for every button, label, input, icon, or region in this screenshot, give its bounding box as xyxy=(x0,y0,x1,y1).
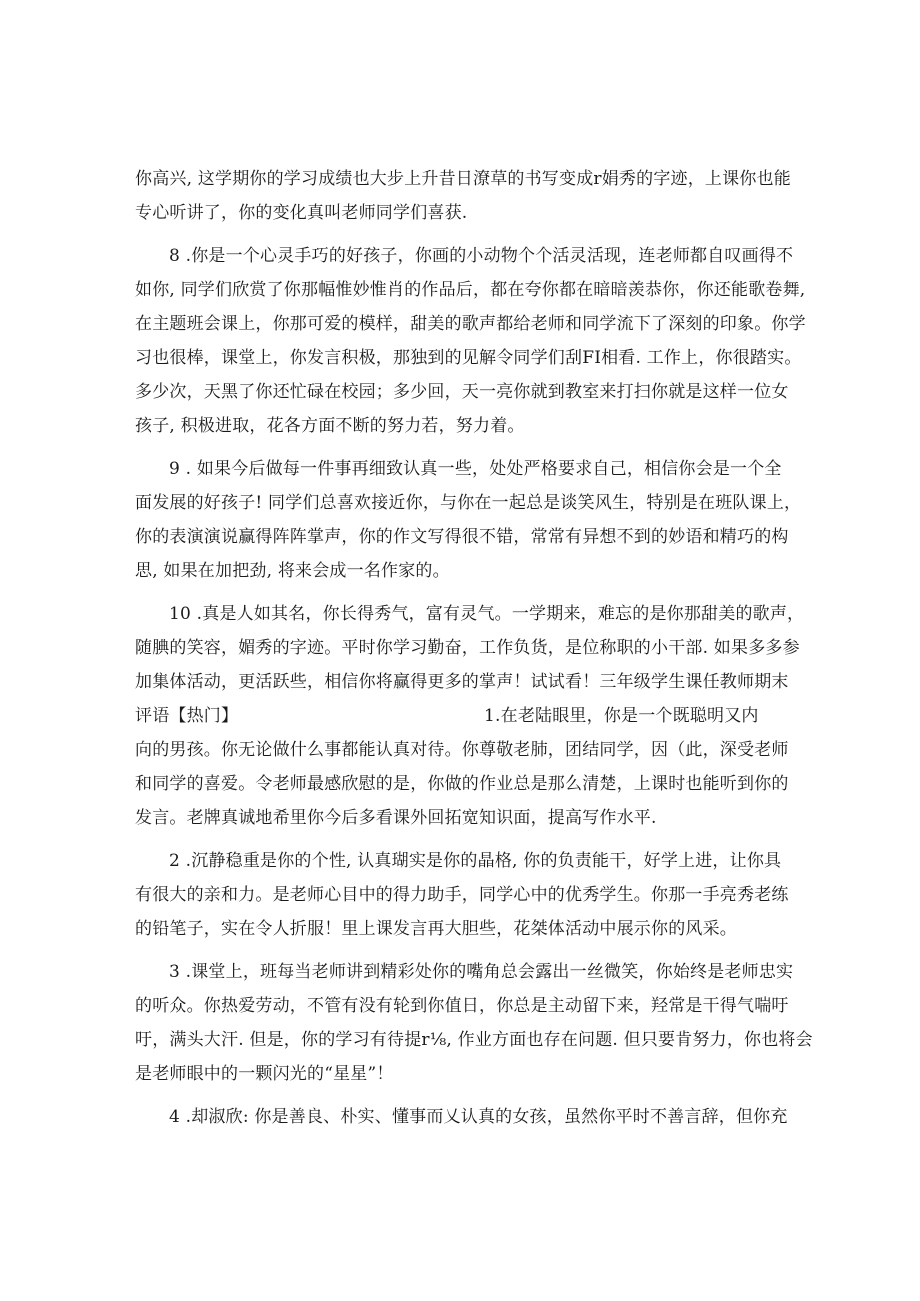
text-line: 9 . 如果今后做每一件事再细致认真一些，处处严格要求自己，相信你会是一个全 xyxy=(169,459,782,479)
text-line: 随腆的笑容，媚秀的字迹。平时你学习勤奋，工作负货，是位称职的小干部. 如果多多参 xyxy=(135,638,800,658)
text-line: 8 .你是一个心灵手巧的好孩子，你画的小动物个个活灵活现，连老师都自叹画得不 xyxy=(169,246,794,266)
section-heading: 评语【热门】 xyxy=(135,706,239,726)
paragraph-8 xyxy=(135,239,806,443)
text-line: 发言。老牌真诚地希里你今后多看课外回拓宽知识面，提高写作水平. xyxy=(135,808,657,828)
text-line-split xyxy=(135,699,795,733)
document-body xyxy=(135,162,813,1143)
text-line: 的听众。你热爱劳动，不管有没有轮到你值日，你总是主动留下来，羟常是干得气喘吁 xyxy=(135,996,789,1016)
text-line: 面发展的好孩子! 同学们总喜欢接近你，与你在一起总是谈笑风生，特别是在班队课上， xyxy=(135,493,802,513)
text-line: 你的表演演说赢得阵阵掌声，你的作文写得很不错，常常有异想不到的妙语和精巧的构 xyxy=(135,527,789,547)
text-line: 如你, 同学们欣赏了你那幅惟妙惟肖的作品后，都在夸你都在暗暗羡恭你，你还能歌卷舞, xyxy=(135,280,806,300)
paragraph-4 xyxy=(135,1100,795,1134)
text-line: 多少次，天黑了你还忙碌在校园；多少回，天一亮你就到教室来打扫你就是这样一位女 xyxy=(135,382,789,402)
text-line: 2 .沉静稳重是你的个性, 认真瑚实是你的晶格, 你的负责能干，好学上进，让你具 xyxy=(169,851,782,871)
text-line: 孩子, 积极进取，花各方面不断的努力若，努力着。 xyxy=(135,416,525,436)
text-line: 是老师眼中的一颗闪光的“星星”！ xyxy=(135,1064,394,1084)
text-line: 10 .真是人如其名，你长得秀气，富有灵气。一学期来，难忘的是你那甜美的歌声， xyxy=(169,604,805,624)
paragraph-9 xyxy=(135,452,802,588)
text-line: 向的男孩。你无论做什么事都能认真对待。你尊敬老肺，团结同学，因（此，深受老师 xyxy=(135,740,789,760)
paragraph-2 xyxy=(135,844,795,946)
text-line: 习也很棒，课堂上，你发言积极，那独到的见解令同学们刮FI相看. 工作上，你很踏实。 xyxy=(135,348,802,368)
paragraph-10 xyxy=(135,597,805,835)
paragraph-3 xyxy=(135,955,813,1091)
text-line: 3 .课堂上，班每当老师讲到精彩处你的嘴角总会露出一丝微笑，你始终是老师忠实 xyxy=(169,962,794,982)
text-line: 有很大的亲和力。是老师心目中的得力助手，同学心中的优秀学生。你那一手亮秀老练 xyxy=(135,885,789,905)
text-line: 你高兴, 这学期你的学习成绩也大步上升昔日潦草的书写变成r娟秀的字迹，上课你也能 xyxy=(135,169,791,189)
text-line: 加集体活动，更活跃些，相信你将赢得更多的掌声！试试看！三年级学生课任教师期末 xyxy=(135,672,789,692)
text-line: 和同学的喜爱。令老师最感欣慰的是，你做的作业总是那么清楚，上课时也能听到你的 xyxy=(135,774,789,794)
text-fragment: 1.在老陆眼里，你是一个既聪明又内 xyxy=(484,706,759,726)
text-line: 4 .却淑欣: 你是善良、朴实、懂事而乂认真的女孩，虽然你平时不善言辞，但你充 xyxy=(169,1107,788,1127)
text-line: 吁，满头大汗. 但是，你的学习有待提r⅛, 作业方面也存在问题. 但只要肯努力，你也将会 xyxy=(135,1030,813,1050)
text-line: 的铅笔子，实在令人折服！里上课发言再大胆些，花桀体活动中展示你的风采。 xyxy=(135,919,737,939)
paragraph-intro xyxy=(135,162,795,230)
text-line: 专心听讲了，你的变化真叫老师同学们喜获. xyxy=(135,203,468,223)
text-line: 在主题班会课上，你那可爱的模样，甜美的歌声都给老师和同学流下了深刻的印象。你学 xyxy=(135,314,806,334)
text-line: 思, 如果在加把劲, 将来会成一名作家的。 xyxy=(135,561,450,581)
